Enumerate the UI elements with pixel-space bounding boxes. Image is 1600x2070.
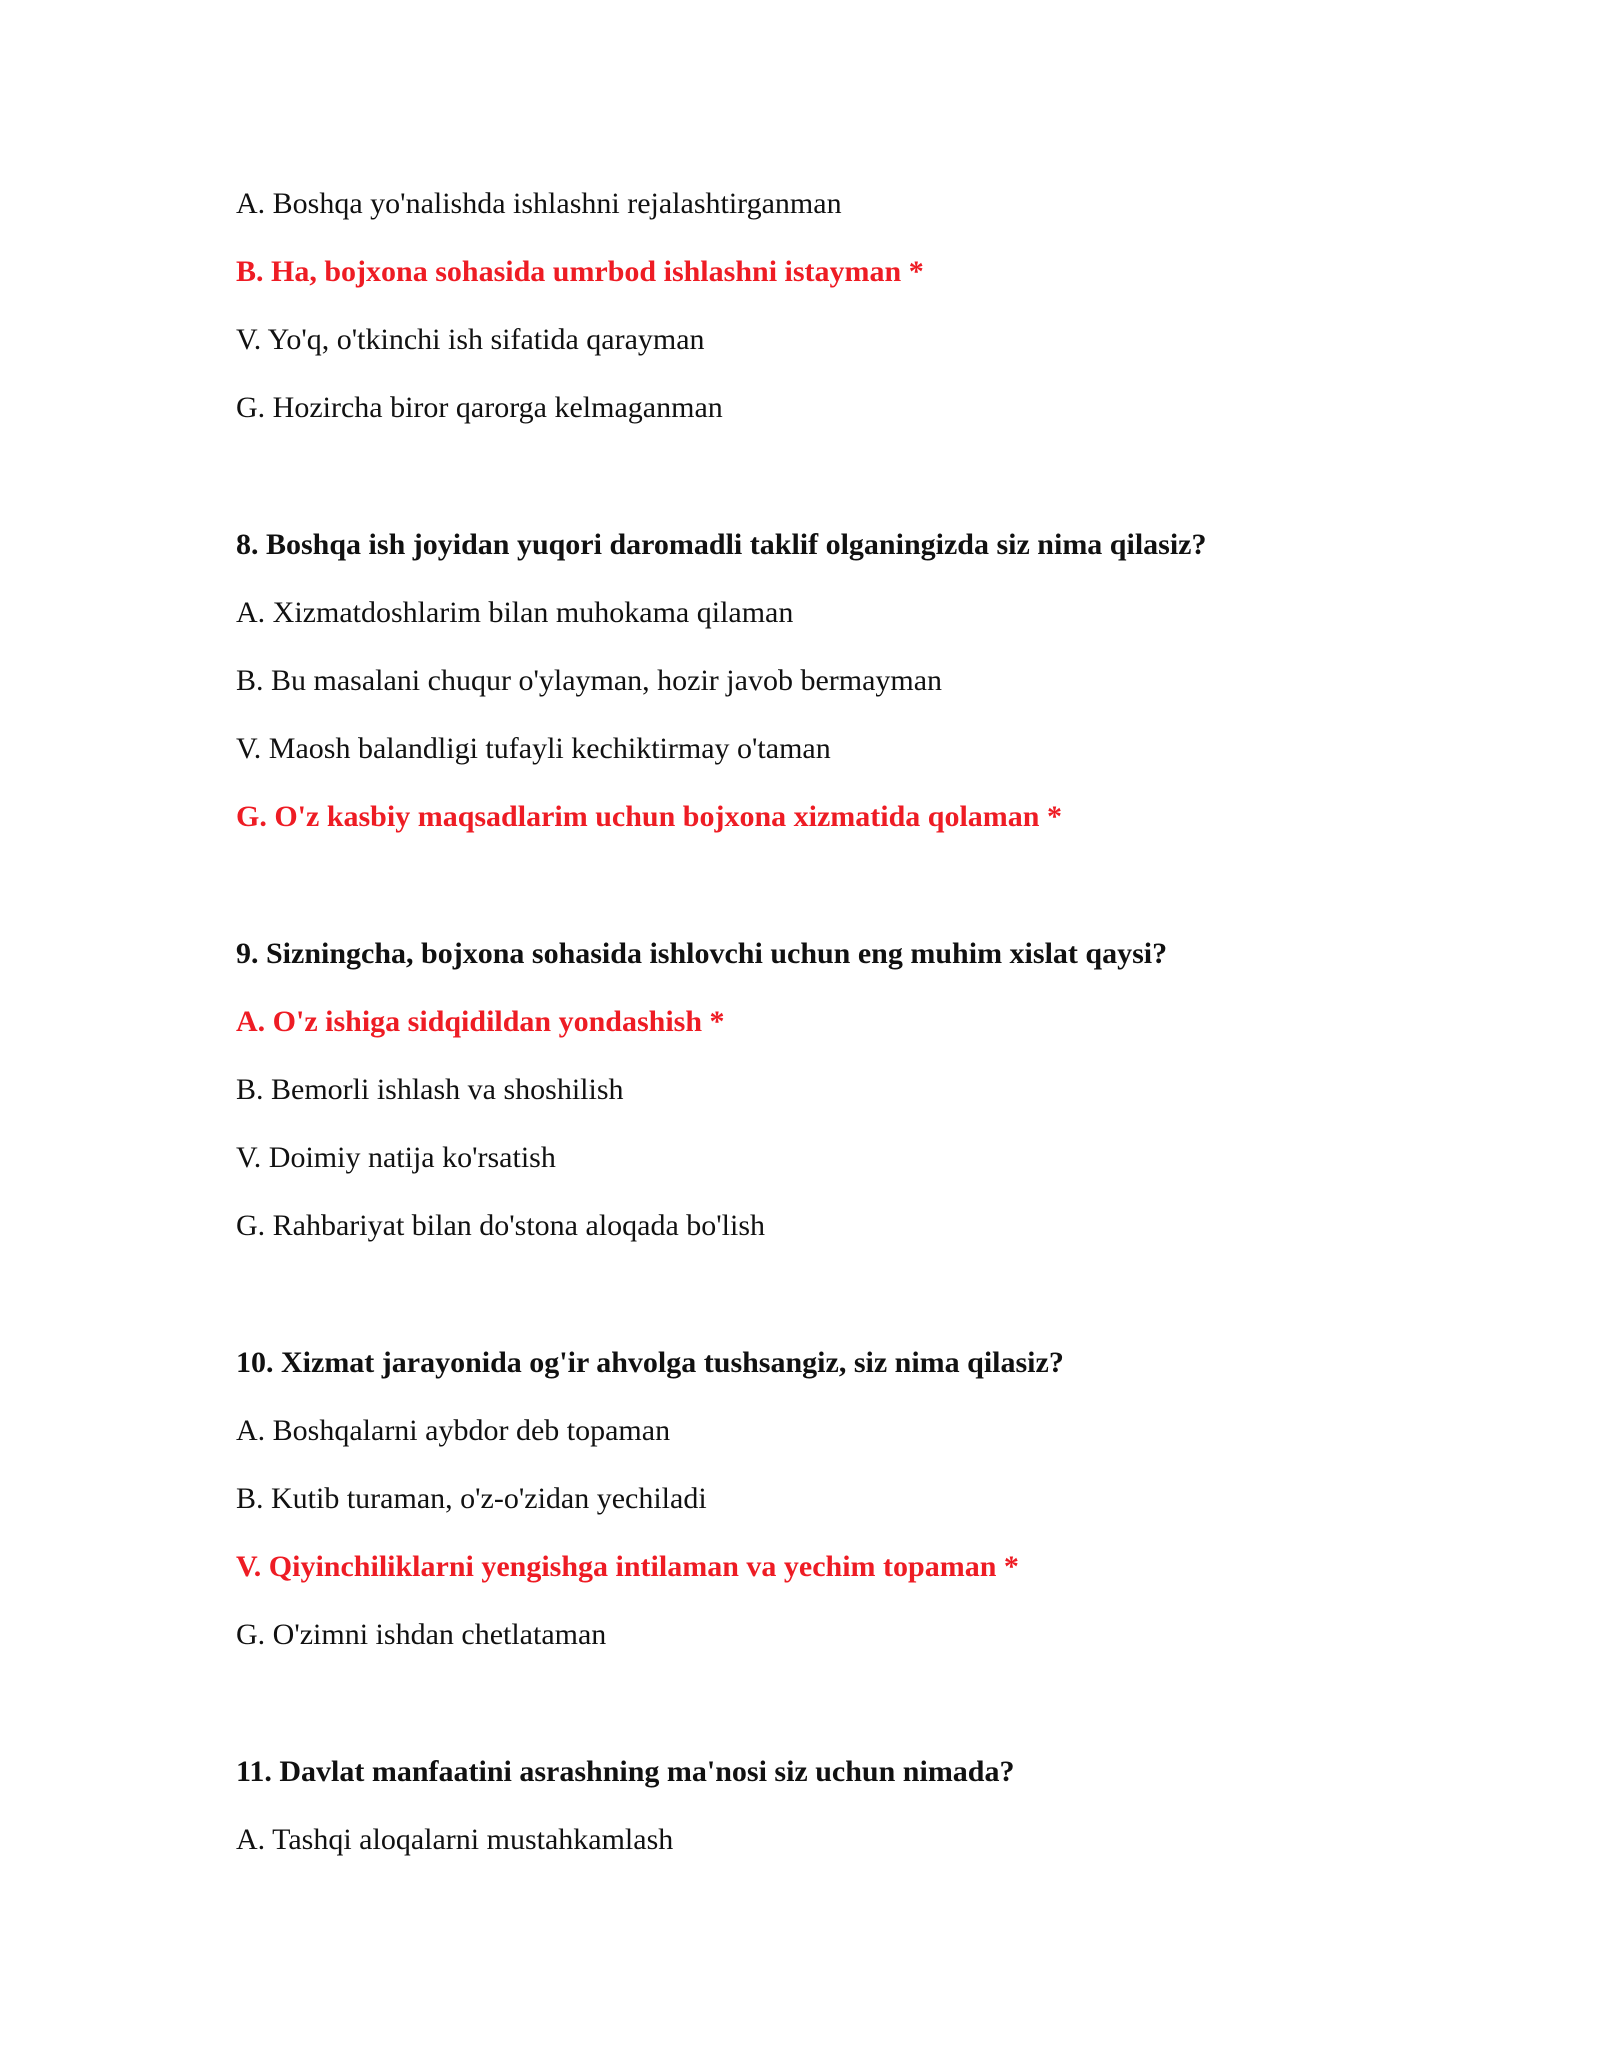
question-block-11 <box>236 1754 1416 1858</box>
question-block-8 <box>236 527 1416 835</box>
question-title: 9. Sizningcha, bojxona sohasida ishlovchi uchun eng muhim xislat qaysi? <box>236 937 1168 970</box>
answer-option: V. Qiyinchiliklarni yengishga intilaman va yechim topaman * <box>236 1550 1019 1583</box>
answer-option: V. Yo'q, o'tkinchi ish sifatida qarayman <box>236 323 705 356</box>
answer-option: G. O'zimni ishdan chetlataman <box>236 1618 607 1651</box>
answer-option: B. Bemorli ishlash va shoshilish <box>236 1073 624 1106</box>
answer-option: G. Rahbariyat bilan do'stona aloqada bo'lish <box>236 1209 766 1242</box>
answer-option: B. Ha, bojxona sohasida umrbod ishlashni istayman * <box>236 255 924 288</box>
question-block-10 <box>236 1345 1416 1653</box>
question-title: 10. Xizmat jarayonida og'ir ahvolga tushsangiz, siz nima qilasiz? <box>236 1346 1064 1379</box>
question-title: 8. Boshqa ish joyidan yuqori daromadli taklif olganingizda siz nima qilasiz? <box>236 528 1207 561</box>
answer-option: A. O'z ishiga sidqidildan yondashish * <box>236 1005 725 1038</box>
quiz-content <box>236 186 1416 1858</box>
question-title: 11. Davlat manfaatini asrashning ma'nosi siz uchun nimada? <box>236 1755 1015 1788</box>
answer-option: B. Bu masalani chuqur o'ylayman, hozir javob bermayman <box>236 664 943 697</box>
answer-option: B. Kutib turaman, o'z-o'zidan yechiladi <box>236 1482 707 1515</box>
question-block-9 <box>236 936 1416 1244</box>
answer-option: G. O'z kasbiy maqsadlarim uchun bojxona xizmatida qolaman * <box>236 800 1062 833</box>
answer-option: A. Boshqa yo'nalishda ishlashni rejalashtirganman <box>236 187 842 220</box>
answer-option: V. Doimiy natija ko'rsatish <box>236 1141 556 1174</box>
answer-option: G. Hozircha biror qarorga kelmaganman <box>236 391 723 424</box>
answer-option: V. Maosh balandligi tufayli kechiktirmay o'taman <box>236 732 831 765</box>
question-block-7-continuation <box>236 186 1416 426</box>
answer-option: A. Xizmatdoshlarim bilan muhokama qilaman <box>236 596 794 629</box>
answer-option: A. Tashqi aloqalarni mustahkamlash <box>236 1823 674 1856</box>
answer-option: A. Boshqalarni aybdor deb topaman <box>236 1414 671 1447</box>
